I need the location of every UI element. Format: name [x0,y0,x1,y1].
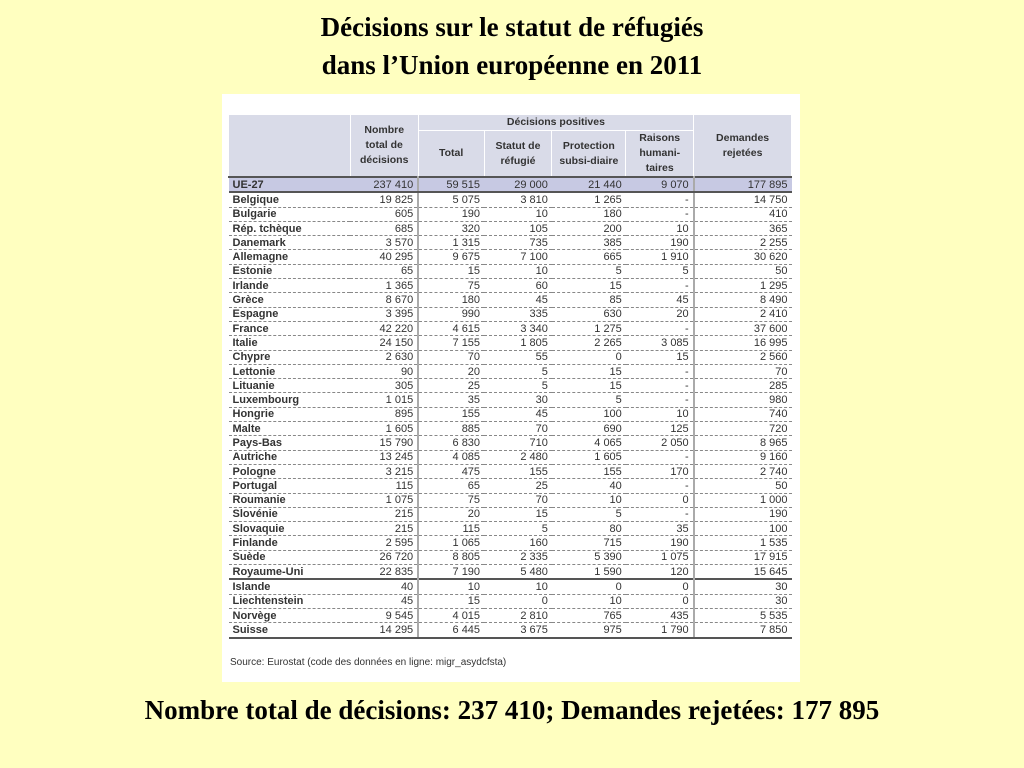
value-cell: 710 [484,436,552,450]
value-cell: 50 [694,264,792,278]
value-cell: 0 [626,493,694,507]
value-cell: 75 [418,279,484,293]
header-positive-decisions: Décisions positives [418,115,693,131]
value-cell: 2 335 [484,550,552,564]
value-cell: 5 [484,379,552,393]
value-cell: 990 [418,307,484,321]
table-row [229,293,792,307]
value-cell: 9 160 [694,450,792,464]
value-cell: 215 [350,507,418,521]
value-cell: 3 215 [350,464,418,478]
value-cell: 1 315 [418,236,484,250]
value-cell: 895 [350,407,418,421]
value-cell: 10 [484,264,552,278]
country-cell: Irlande [229,279,351,293]
value-cell: 6 830 [418,436,484,450]
value-cell: 690 [552,422,626,436]
country-cell: Rép. tchèque [229,221,351,235]
value-cell: 15 790 [350,436,418,450]
value-cell: 885 [418,422,484,436]
value-cell: 0 [552,350,626,364]
value-cell: 5 [484,522,552,536]
value-cell: 4 615 [418,321,484,335]
value-cell: 2 630 [350,350,418,364]
value-cell: 14 750 [694,192,792,207]
value-cell: 5 [552,507,626,521]
value-cell: 1 075 [626,550,694,564]
value-cell: 1 605 [552,450,626,464]
value-cell: 30 [484,393,552,407]
value-cell: 335 [484,307,552,321]
value-cell: 2 560 [694,350,792,364]
value-cell: 180 [552,207,626,221]
value-cell: 7 155 [418,336,484,350]
value-cell: 100 [694,522,792,536]
value-cell: 100 [552,407,626,421]
value-cell: 5 480 [484,565,552,580]
country-cell: UE-27 [229,177,351,192]
value-cell: 155 [552,464,626,478]
table-row [229,623,792,638]
table-row [229,422,792,436]
country-cell: Malte [229,422,351,436]
value-cell: 8 670 [350,293,418,307]
value-cell: 85 [552,293,626,307]
value-cell: 26 720 [350,550,418,564]
value-cell: 15 [552,279,626,293]
slide-title-line-1: Décisions sur le statut de réfugiés [320,12,704,42]
value-cell: 320 [418,221,484,235]
value-cell: 5 075 [418,192,484,207]
country-cell: Pays-Bas [229,436,351,450]
value-cell: 10 [418,579,484,594]
header-refugee-status: Statut de réfugié [484,131,552,178]
value-cell: - [626,364,694,378]
value-cell: 630 [552,307,626,321]
value-cell: 1 275 [552,321,626,335]
value-cell: 2 410 [694,307,792,321]
table-row [229,207,792,221]
value-cell: 765 [552,608,626,622]
value-cell: 30 [694,579,792,594]
value-cell: 1 910 [626,250,694,264]
table-row [229,550,792,564]
country-cell: Roumanie [229,493,351,507]
value-cell: 1 605 [350,422,418,436]
slide-title-line-2: dans l’Union européenne en 2011 [321,50,703,80]
value-cell: 665 [552,250,626,264]
value-cell: 70 [694,364,792,378]
value-cell: 4 065 [552,436,626,450]
value-cell: 60 [484,279,552,293]
value-cell: 24 150 [350,336,418,350]
value-cell: 237 410 [350,177,418,192]
value-cell: 15 [418,264,484,278]
value-cell: - [626,379,694,393]
country-cell: Liechtenstein [229,594,351,608]
table-row [229,264,792,278]
header-positive-total: Total [418,131,484,178]
value-cell: 15 [484,507,552,521]
country-cell: Royaume-Uni [229,565,351,580]
value-cell: 1 075 [350,493,418,507]
value-cell: - [626,279,694,293]
value-cell: 0 [626,594,694,608]
value-cell: 10 [484,579,552,594]
country-cell: Islande [229,579,351,594]
value-cell: 1 065 [418,536,484,550]
table-row [229,493,792,507]
value-cell: 105 [484,221,552,235]
value-cell: 735 [484,236,552,250]
value-cell: 1 295 [694,279,792,293]
value-cell: 1 535 [694,536,792,550]
table-row [229,236,792,250]
country-cell: Bulgarie [229,207,351,221]
value-cell: 10 [552,493,626,507]
value-cell: 22 835 [350,565,418,580]
country-cell: Lettonie [229,364,351,378]
value-cell: - [626,321,694,335]
value-cell: - [626,450,694,464]
value-cell: 685 [350,221,418,235]
value-cell: 9 070 [626,177,694,192]
value-cell: 1 790 [626,623,694,638]
value-cell: 29 000 [484,177,552,192]
value-cell: 2 255 [694,236,792,250]
country-cell: Grèce [229,293,351,307]
value-cell: 40 [350,579,418,594]
value-cell: 190 [694,507,792,521]
table-row [229,608,792,622]
table-row [229,464,792,478]
table-row [229,536,792,550]
value-cell: 70 [418,350,484,364]
value-cell: - [626,507,694,521]
value-cell: 21 440 [552,177,626,192]
country-cell: Luxembourg [229,393,351,407]
value-cell: 190 [626,536,694,550]
value-cell: 5 [626,264,694,278]
table-row [229,594,792,608]
table-row [229,393,792,407]
value-cell: - [626,207,694,221]
value-cell: - [626,192,694,207]
table-image [222,94,800,682]
header-country [229,115,351,178]
value-cell: 20 [418,364,484,378]
value-cell: 15 [552,364,626,378]
value-cell: 3 675 [484,623,552,638]
country-cell: Finlande [229,536,351,550]
value-cell: 15 645 [694,565,792,580]
value-cell: 16 995 [694,336,792,350]
value-cell: 8 490 [694,293,792,307]
value-cell: 2 595 [350,536,418,550]
value-cell: 17 915 [694,550,792,564]
country-cell: Belgique [229,192,351,207]
value-cell: 20 [626,307,694,321]
value-cell: 3 810 [484,192,552,207]
value-cell: 155 [418,407,484,421]
value-cell: 5 535 [694,608,792,622]
value-cell: 9 675 [418,250,484,264]
table-row [229,336,792,350]
table-body [229,177,792,638]
value-cell: 120 [626,565,694,580]
value-cell: 180 [418,293,484,307]
value-cell: 70 [484,493,552,507]
value-cell: 25 [418,379,484,393]
country-cell: Suisse [229,623,351,638]
table-row [229,321,792,335]
country-cell: Slovaquie [229,522,351,536]
value-cell: 305 [350,379,418,393]
value-cell: 190 [418,207,484,221]
table-row [229,307,792,321]
summary-text: Nombre total de décisions: 237 410; Demandes rejetées: 177 895 [144,695,880,725]
value-cell: 435 [626,608,694,622]
value-cell: 975 [552,623,626,638]
value-cell: 177 895 [694,177,792,192]
value-cell: 10 [626,407,694,421]
value-cell: 5 390 [552,550,626,564]
country-cell: Estonie [229,264,351,278]
value-cell: 115 [418,522,484,536]
header-subsidiary-protection: Protection subsi-diaire [552,131,626,178]
table-row [229,479,792,493]
value-cell: 5 [552,264,626,278]
value-cell: 2 810 [484,608,552,622]
value-cell: 5 [552,393,626,407]
value-cell: 215 [350,522,418,536]
value-cell: 0 [626,579,694,594]
value-cell: 1 805 [484,336,552,350]
value-cell: 2 740 [694,464,792,478]
value-cell: 20 [418,507,484,521]
value-cell: 160 [484,536,552,550]
value-cell: - [626,479,694,493]
value-cell: 155 [484,464,552,478]
table-row [229,221,792,235]
table-row [229,379,792,393]
value-cell: 35 [626,522,694,536]
value-cell: 45 [626,293,694,307]
value-cell: 40 295 [350,250,418,264]
value-cell: 125 [626,422,694,436]
value-cell: 0 [484,594,552,608]
value-cell: 475 [418,464,484,478]
value-cell: 410 [694,207,792,221]
value-cell: 5 [484,364,552,378]
value-cell: 8 805 [418,550,484,564]
value-cell: 3 085 [626,336,694,350]
country-cell: Italie [229,336,351,350]
value-cell: 0 [552,579,626,594]
value-cell: 4 015 [418,608,484,622]
header-humanitarian: Raisons humani-taires [626,131,694,178]
country-cell: Hongrie [229,407,351,421]
value-cell: 1 015 [350,393,418,407]
value-cell: 45 [484,293,552,307]
table-row [229,250,792,264]
table-row [229,364,792,378]
value-cell: 65 [418,479,484,493]
value-cell: 45 [484,407,552,421]
value-cell: 3 340 [484,321,552,335]
value-cell: 75 [418,493,484,507]
value-cell: 90 [350,364,418,378]
value-cell: 4 085 [418,450,484,464]
country-cell: France [229,321,351,335]
table-row [229,507,792,521]
table-row [229,522,792,536]
value-cell: 25 [484,479,552,493]
value-cell: 7 100 [484,250,552,264]
table-row [229,279,792,293]
table-row [229,579,792,594]
value-cell: 10 [552,594,626,608]
value-cell: 13 245 [350,450,418,464]
header-total-decisions: Nombre total de décisions [350,115,418,178]
value-cell: 1 265 [552,192,626,207]
value-cell: 15 [552,379,626,393]
value-cell: 190 [626,236,694,250]
value-cell: 15 [418,594,484,608]
value-cell: 715 [552,536,626,550]
value-cell: 1 000 [694,493,792,507]
value-cell: 3 395 [350,307,418,321]
table-row [229,565,792,580]
value-cell: 19 825 [350,192,418,207]
value-cell: 385 [552,236,626,250]
value-cell: 1 365 [350,279,418,293]
table-row [229,436,792,450]
value-cell: 7 850 [694,623,792,638]
value-cell: 10 [484,207,552,221]
value-cell: 42 220 [350,321,418,335]
value-cell: 10 [626,221,694,235]
value-cell: 720 [694,422,792,436]
value-cell: 37 600 [694,321,792,335]
value-cell: 285 [694,379,792,393]
country-cell: Portugal [229,479,351,493]
value-cell: 8 965 [694,436,792,450]
value-cell: 2 265 [552,336,626,350]
value-cell: 30 [694,594,792,608]
source-note: Source: Eurostat (code des données en ligne: migr_asydcfsta) [230,657,507,668]
value-cell: 740 [694,407,792,421]
value-cell: 2 050 [626,436,694,450]
country-cell: Norvège [229,608,351,622]
table-row [229,407,792,421]
value-cell: 45 [350,594,418,608]
country-cell: Autriche [229,450,351,464]
value-cell: 80 [552,522,626,536]
country-cell: Chypre [229,350,351,364]
value-cell: 40 [552,479,626,493]
value-cell: 7 190 [418,565,484,580]
country-cell: Danemark [229,236,351,250]
value-cell: 14 295 [350,623,418,638]
value-cell: 30 620 [694,250,792,264]
table-row-total [229,177,792,192]
asylum-decisions-table [228,114,792,639]
value-cell: 35 [418,393,484,407]
value-cell: 3 570 [350,236,418,250]
value-cell: 115 [350,479,418,493]
country-cell: Suède [229,550,351,564]
value-cell: 1 590 [552,565,626,580]
country-cell: Slovénie [229,507,351,521]
slide-title [0,8,1024,84]
table-row [229,450,792,464]
value-cell: 980 [694,393,792,407]
value-cell: 605 [350,207,418,221]
header-rejected: Demandes rejetées [694,115,792,178]
country-cell: Lituanie [229,379,351,393]
value-cell: - [626,393,694,407]
value-cell: 9 545 [350,608,418,622]
table-row [229,350,792,364]
value-cell: 170 [626,464,694,478]
country-cell: Allemagne [229,250,351,264]
value-cell: 55 [484,350,552,364]
value-cell: 365 [694,221,792,235]
value-cell: 6 445 [418,623,484,638]
value-cell: 65 [350,264,418,278]
value-cell: 50 [694,479,792,493]
country-cell: Espagne [229,307,351,321]
value-cell: 15 [626,350,694,364]
table-row [229,192,792,207]
value-cell: 70 [484,422,552,436]
value-cell: 2 480 [484,450,552,464]
country-cell: Pologne [229,464,351,478]
value-cell: 200 [552,221,626,235]
value-cell: 59 515 [418,177,484,192]
